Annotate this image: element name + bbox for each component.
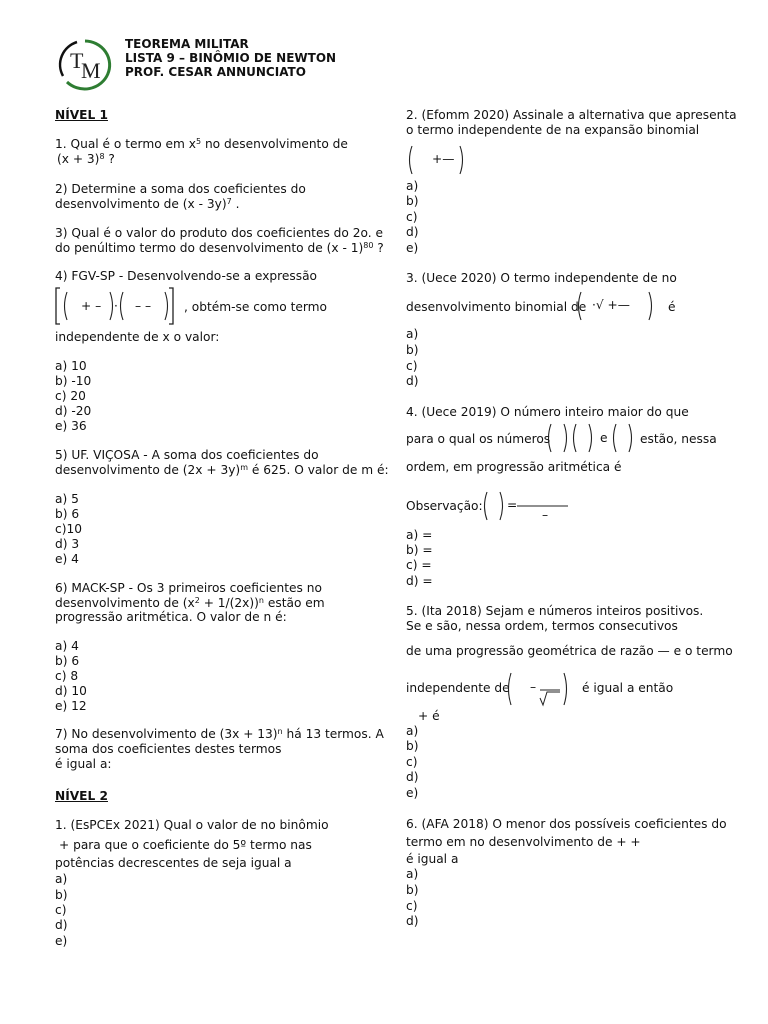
nivel2-question-1-option-a: a) [55, 872, 68, 886]
question-4-line-3: independente de x o valor: [55, 330, 220, 344]
right-question-5-option-a: a) [406, 724, 419, 738]
right-question-3-line-2: desenvolvimento binomial de [406, 300, 587, 314]
question-2-line-1: 2) Determine a soma dos coeficientes do [55, 182, 306, 196]
right-question-3-option-d: d) [406, 374, 419, 388]
section-nivel-2: NÍVEL 2 [55, 789, 108, 803]
right-question-3-line-1: 3. (Uece 2020) O termo independente de no [406, 271, 677, 285]
question-4-line-1: 4) FGV-SP - Desenvolvendo-se a expressão [55, 269, 318, 283]
question-7-line-2: soma dos coeficientes destes termos [55, 742, 282, 756]
header-author: PROF. CESAR ANNUNCIATO [125, 65, 306, 79]
right-question-4-line-2b: estão, nessa [640, 432, 717, 446]
nivel2-question-1-line-1: 1. (EsPCEx 2021) Qual o valor de no binômio [55, 818, 329, 832]
svg-text:M: M [81, 58, 101, 83]
question-4-option-e: e) 36 [55, 419, 87, 433]
header-subtitle: LISTA 9 – BINÔMIO DE NEWTON [125, 51, 337, 65]
right-question-6-option-b: b) [406, 883, 419, 897]
right-question-2-line-1: 2. (Efomm 2020) Assinale a alternativa que apresenta [406, 108, 737, 122]
right-question-4-option-c: c) = [406, 558, 432, 572]
nivel2-question-1-line-3: potências decrescentes de seja igual a [55, 856, 292, 870]
question-6-option-e: e) 12 [55, 699, 87, 713]
right-question-5-line-4b: é igual a então [582, 681, 674, 695]
question-1-line-2: $(x + 3)^8$ ? [57, 152, 115, 166]
teorema-militar-logo [55, 38, 115, 92]
question-6-option-c: c) 8 [55, 669, 79, 683]
question-5-option-d: d) 3 [55, 537, 80, 551]
right-question-5-expression: – [506, 670, 570, 708]
svg-text:T: T [70, 48, 84, 73]
nivel2-question-1-option-b: b) [55, 888, 68, 902]
right-question-5-option-b: b) [406, 739, 419, 753]
question-4-option-a: a) 10 [55, 359, 87, 373]
header-title: TEOREMA MILITAR [125, 37, 249, 51]
nivel2-question-1-option-e: e) [55, 934, 68, 948]
question-2-line-2: desenvolvimento de (x - 3y)$^7$ . [55, 197, 240, 211]
right-question-5-line-2: Se e são, nessa ordem, termos consecutivos [406, 619, 678, 633]
right-question-3-expression: ·√ +— [576, 289, 656, 323]
right-question-5-option-e: e) [406, 786, 419, 800]
question-6-line-2: desenvolvimento de $(x^2 + 1/(2x))^n$ estão em [55, 596, 325, 610]
right-question-4-option-b: b) = [406, 543, 433, 557]
question-7-line-1: 7) No desenvolvimento de $(3x + 13)^n$ há 13 termos. A [55, 727, 384, 741]
question-4-option-c: c) 20 [55, 389, 86, 403]
right-question-6-option-c: c) [406, 899, 418, 913]
q4-expr-dot: · [114, 299, 118, 313]
question-5-option-e: e) 4 [55, 552, 79, 566]
right-question-6-option-a: a) [406, 867, 419, 881]
question-6-line-1: 6) MACK-SP - Os 3 primeiros coeficientes no [55, 581, 322, 595]
right-question-6-line-2: termo em no desenvolvimento de + + [406, 835, 641, 849]
q4-expr-minus: – – [135, 299, 152, 313]
right-question-2-option-e: e) [406, 241, 419, 255]
right-question-5-line-4: independente de [406, 681, 510, 695]
question-5-option-c: c)10 [55, 522, 82, 536]
right-question-3-option-b: b) [406, 343, 419, 357]
right-question-3-line-2b: é [668, 300, 676, 314]
right-question-2-option-a: a) [406, 179, 419, 193]
right-question-6-option-d: d) [406, 914, 419, 928]
right-question-3-option-c: c) [406, 359, 418, 373]
nivel2-question-1-line-2: + para que o coeficiente do 5º termo nas [59, 838, 312, 852]
question-5-option-b: b) 6 [55, 507, 80, 521]
question-4-option-d: d) -20 [55, 404, 92, 418]
right-question-5-option-c: c) [406, 755, 418, 769]
question-6-option-d: d) 10 [55, 684, 87, 698]
right-question-2-option-c: c) [406, 210, 418, 224]
right-question-5-line-3: de uma progressão geométrica de razão — e o termo [406, 644, 733, 658]
right-question-5-option-d: d) [406, 770, 419, 784]
right-question-4-binomials: e [546, 421, 636, 455]
nivel2-question-1-option-d: d) [55, 918, 68, 932]
right-question-4-observation: Observação: [406, 499, 483, 513]
question-5-option-a: a) 5 [55, 492, 79, 506]
question-4-option-b: b) -10 [55, 374, 92, 388]
right-question-2-option-b: b) [406, 194, 419, 208]
right-question-4-observation-formula: = – [480, 489, 572, 523]
right-question-4-option-a: a) = [406, 528, 433, 542]
q4-expr-plus: + – [81, 299, 102, 313]
section-nivel-1: NÍVEL 1 [55, 108, 108, 122]
question-3-line-1: 3) Qual é o valor do produto dos coeficientes do 2o. e [55, 226, 383, 240]
right-question-2-line-2: o termo independente de na expansão binomial [406, 123, 700, 137]
question-4-line-2: , obtém-se como termo [184, 300, 327, 314]
question-1-line-1: 1. Qual é o termo em $x^5$ no desenvolvimento de [55, 137, 348, 151]
question-3-line-2: do penúltimo termo do desenvolvimento de (x - 1)$^{80}$ ? [55, 241, 384, 255]
right-question-4-line-3: ordem, em progressão aritmética é [406, 460, 622, 474]
right-question-5-line-5: + é [418, 709, 440, 723]
right-question-2-expression: +— [406, 143, 470, 177]
question-6-option-a: a) 4 [55, 639, 79, 653]
question-7-line-3: é igual a: [55, 757, 112, 771]
right-question-4-option-d: d) = [406, 574, 433, 588]
right-question-2-option-d: d) [406, 225, 419, 239]
question-5-line-1: 5) UF. VIÇOSA - A soma dos coeficientes do [55, 448, 319, 462]
right-question-6-line-3: é igual a [406, 852, 459, 866]
right-question-6-line-1: 6. (AFA 2018) O menor dos possíveis coeficientes do [406, 817, 727, 831]
right-question-5-line-1: 5. (Ita 2018) Sejam e números inteiros positivos. [406, 604, 704, 618]
right-question-3-option-a: a) [406, 327, 419, 341]
nivel2-question-1-option-c: c) [55, 903, 67, 917]
question-6-option-b: b) 6 [55, 654, 80, 668]
question-6-line-3: progressão aritmética. O valor de n é: [55, 610, 287, 624]
right-question-4-line-1: 4. (Uece 2019) O número inteiro maior do que [406, 405, 689, 419]
question-5-line-2: desenvolvimento de $(2x + 3y)^m$ é 625. O valor de m é: [55, 463, 389, 477]
right-question-4-line-2: para o qual os números [406, 432, 551, 446]
